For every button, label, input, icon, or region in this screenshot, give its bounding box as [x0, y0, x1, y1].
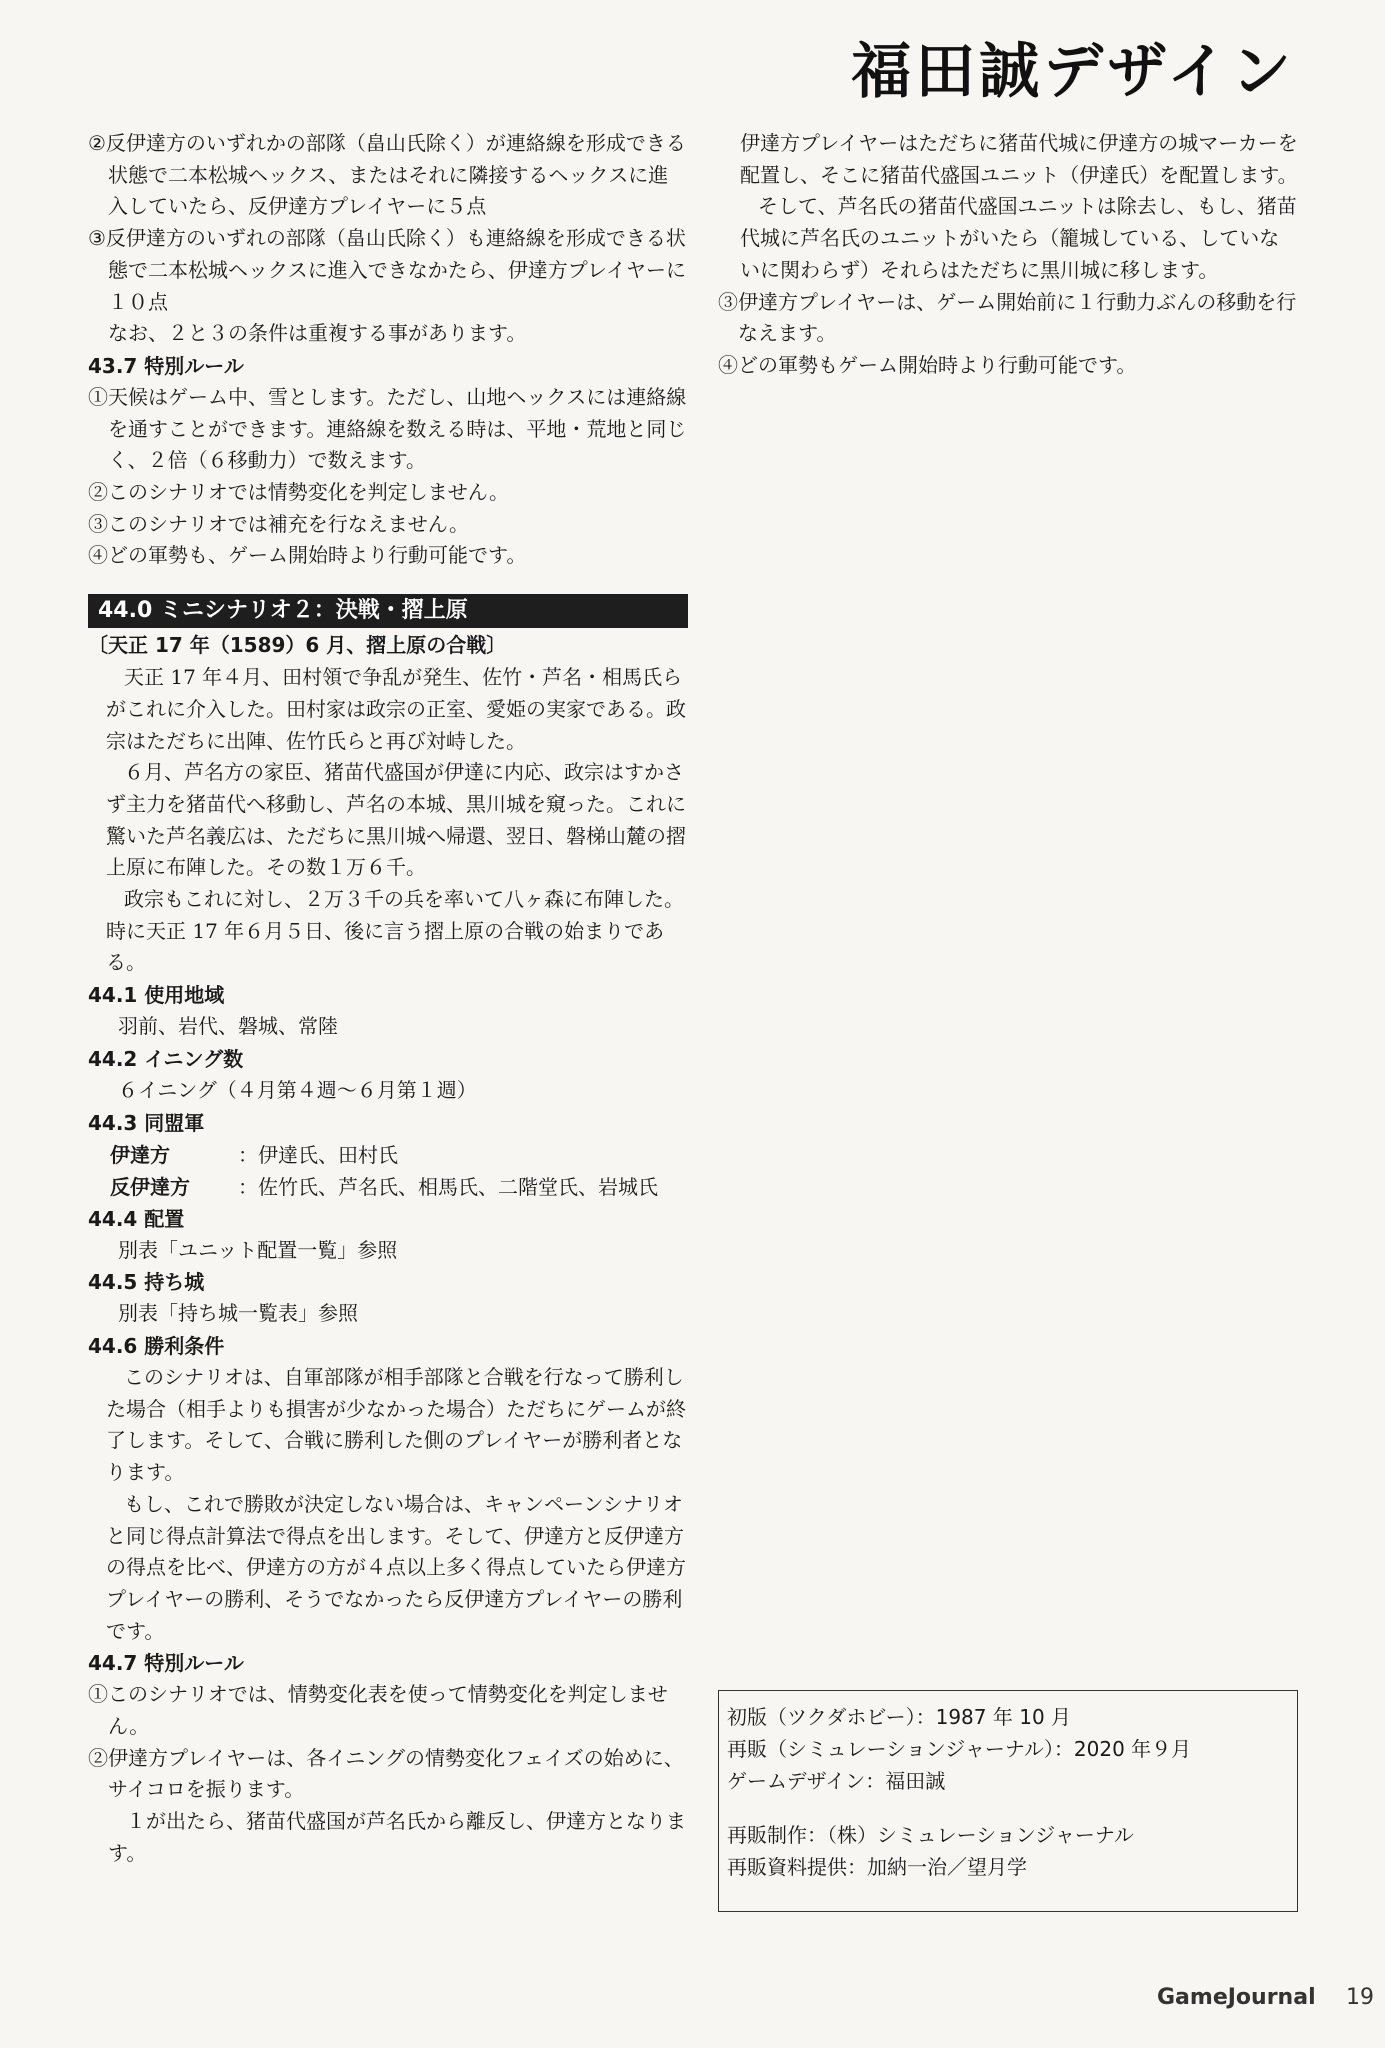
alliance-row: [88, 1171, 688, 1203]
section-heading-442: 44.2 イニング数: [88, 1046, 244, 1071]
section-heading-447: 44.7 特別ルール: [88, 1651, 244, 1676]
rule-item: ②伊達方プレイヤーは、各イニングの情勢変化フェイズの始めに、サイコロを振ります。: [88, 1745, 684, 1802]
note: なお、２と３の条件は重複する事があります。: [108, 321, 527, 346]
credit-line: 再販制作：（株）シミュレーションジャーナル: [727, 1823, 1134, 1847]
credit-line: ゲームデザイン：福田誠: [727, 1769, 946, 1793]
rule-item: ②このシナリオでは情勢変化を判定しません。: [88, 480, 509, 505]
credits-box: [718, 1690, 1298, 1912]
rule-item: ④どの軍勢も、ゲーム開始時より行動可能です。: [88, 543, 527, 568]
section-text: 別表「ユニット配置一覧」参照: [118, 1237, 398, 1262]
alliance-row: [88, 1139, 688, 1171]
rule-continuation: １が出たら、猪苗代盛国が芦名氏から離反し、伊達方となります。: [108, 1809, 686, 1865]
alliance-label: 反伊達方: [110, 1174, 190, 1199]
rule-item: ④どの軍勢もゲーム開始時より行動可能です。: [718, 352, 1137, 377]
section-heading-446: 44.6 勝利条件: [88, 1333, 225, 1358]
alliance-label: 伊達方: [110, 1142, 190, 1167]
scenario-date-heading: 〔天正 17 年（1589）6 月、摺上原の合戦〕: [88, 633, 507, 658]
section-bar-440: 44.0 ミニシナリオ２：決戦・摺上原: [88, 594, 688, 628]
history-paragraph: ６月、芦名方の家臣、猪苗代盛国が伊達に内応、政宗はすかさず主力を猪苗代へ移動し、芦名の本城、黒川城を窺った。これに驚いた芦名義広は、ただちに黒川城へ帰還、翌日、磐梯山麓の摺上原に布陣した。その数１万６千。: [106, 760, 686, 880]
page-number: 19: [1346, 1985, 1374, 2010]
history-paragraph: 政宗もこれに対し、２万３千の兵を率いて八ヶ森に布陣した。時に天正 17 年６月５日、後に言う摺上原の合戦の始まりである。: [106, 887, 684, 975]
credit-line: 初版（ツクダホビー）：1987 年 10 月: [727, 1705, 1072, 1729]
rule-item: ③伊達方プレイヤーは、ゲーム開始前に１行動力ぶんの移動を行なえます。: [718, 289, 1297, 346]
section-text: 別表「持ち城一覧表」参照: [118, 1301, 358, 1326]
condition-item: ②反伊達方のいずれかの部隊（畠山氏除く）が連絡線を形成できる状態で二本松城ヘックス、またはそれに隣接するヘックスに進入していたら、反伊達方プレイヤーに５点: [88, 131, 686, 219]
page-title: 福田誠デザイン: [851, 37, 1295, 107]
history-paragraph: 天正 17 年４月、田村領で争乱が発生、佐竹・芦名・相馬氏らがこれに介入した。田村家は政宗の正室、愛姫の実家である。政宗はただちに出陣、佐竹氏らと再び対峙した。: [106, 665, 686, 753]
victory-paragraph: もし、これで勝敗が決定しない場合は、キャンペーンシナリオと同じ得点計算法で得点を出します。そして、伊達方と反伊達方の得点を比べ、伊達方の方が４点以上多く得点していたら伊達方プレイヤーの勝利、そうでなかったら反伊達方プレイヤーの勝利です。: [106, 1491, 686, 1643]
rule-item: ③このシナリオでは補充を行なえません。: [88, 511, 469, 536]
section-heading-444: 44.4 配置: [88, 1206, 185, 1231]
section-heading-441: 44.1 使用地域: [88, 983, 225, 1008]
rule-item: ①このシナリオでは、情勢変化表を使って情勢変化を判定しません。: [88, 1682, 668, 1739]
credit-spacer: [727, 1797, 1289, 1819]
left-column: [88, 128, 688, 1870]
alliance-value: ：伊達氏、田村氏: [238, 1142, 398, 1167]
right-column: [718, 128, 1298, 382]
rule-item: ①天候はゲーム中、雪とします。ただし、山地ヘックスには連絡線を通すことができます。連絡線を数える時は、平地・荒地と同じく、２倍（６移動力）で数えます。: [88, 384, 687, 473]
credit-line: 再販資料提供：加納一治／望月学: [727, 1855, 1027, 1879]
magazine-logo: GameJournal: [1157, 1985, 1316, 2010]
credit-line: 再販（シミュレーションジャーナル）：2020 年９月: [727, 1737, 1192, 1761]
section-heading-443: 44.3 同盟軍: [88, 1110, 205, 1135]
rule-paragraph: そして、芦名氏の猪苗代盛国ユニットは除去し、もし、猪苗代城に芦名氏のユニットがいたら（籠城している、していないに関わらず）それらはただちに黒川城に移します。: [740, 194, 1297, 282]
section-heading-437: 43.7 特別ルール: [88, 353, 244, 378]
condition-item: ③反伊達方のいずれの部隊（畠山氏除く）も連絡線を形成できる状態で二本松城ヘックスに進入できなかたら、伊達方プレイヤーに１０点: [88, 226, 686, 314]
victory-paragraph: このシナリオは、自軍部隊が相手部隊と合戦を行なって勝利した場合（相手よりも損害が少なかった場合）ただちにゲームが終了します。そして、合戦に勝利した側のプレイヤーが勝利者となります。: [106, 1364, 686, 1485]
section-heading-445: 44.5 持ち城: [88, 1270, 205, 1295]
alliance-value: ：佐竹氏、芦名氏、相馬氏、二階堂氏、岩城氏: [238, 1174, 658, 1199]
rule-paragraph: 伊達方プレイヤーはただちに猪苗代城に伊達方の城マーカーを配置し、そこに猪苗代盛国ユニット（伊達氏）を配置します。: [740, 131, 1298, 187]
section-text: ６イニング（４月第４週～６月第１週）: [118, 1077, 477, 1102]
section-text: 羽前、岩代、磐城、常陸: [118, 1014, 338, 1039]
